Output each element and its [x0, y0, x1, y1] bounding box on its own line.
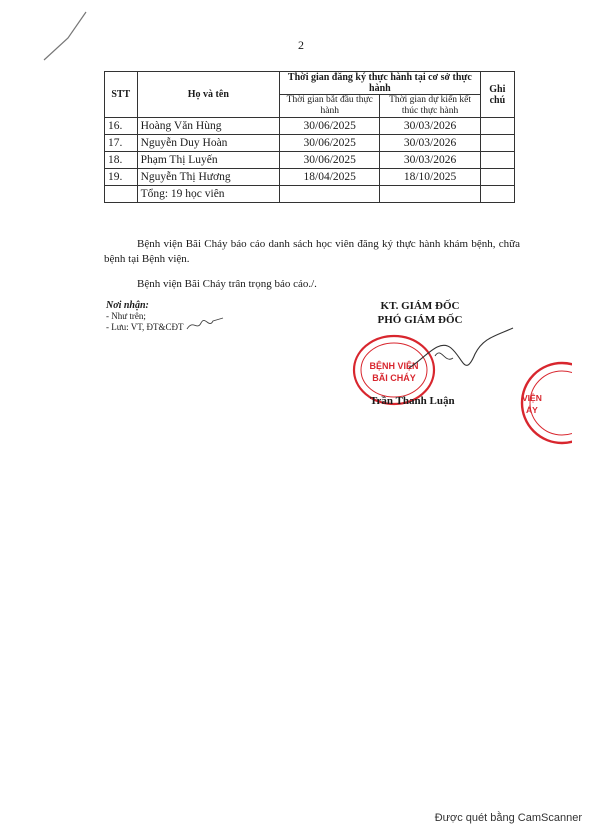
recipients-block [106, 300, 184, 333]
initials-signature-icon [185, 315, 225, 333]
signer-name: Trần Thanh Luận [370, 395, 455, 407]
row-name: Phạm Thị Luyến [137, 152, 280, 169]
signer-title-2: PHÓ GIÁM ĐỐC [377, 314, 463, 326]
row-stt: 16. [105, 118, 138, 135]
table-row [105, 152, 515, 169]
row-stt: 18. [105, 152, 138, 169]
table-total-row [105, 186, 515, 203]
seal-line-1: BỆNH VIỆN [369, 361, 419, 371]
header-end: Thời gian dự kiến kết thúc thực hành [380, 95, 480, 118]
seal2-line-2: ÁY [526, 405, 538, 415]
row-note [480, 169, 514, 186]
report-paragraph: Bệnh viện Bãi Cháy báo cáo danh sách học viên đăng ký thực hành khám bệnh, chữa bệnh tại Bệnh viện. [104, 238, 520, 265]
scanner-watermark: Được quét bằng CamScanner [434, 812, 582, 824]
row-end: 30/03/2026 [380, 152, 480, 169]
closing-paragraph: Bệnh viện Bãi Cháy trân trọng báo cáo./. [137, 278, 317, 290]
row-end: 18/10/2025 [380, 169, 480, 186]
row-note [480, 118, 514, 135]
row-end: 30/03/2026 [380, 118, 480, 135]
row-note [480, 152, 514, 169]
table-header-row [105, 72, 515, 95]
row-start: 30/06/2025 [280, 135, 380, 152]
row-name: Nguyễn Duy Hoàn [137, 135, 280, 152]
table-row [105, 118, 515, 135]
recipients-label: Nơi nhận: [106, 300, 149, 311]
row-stt: 19. [105, 169, 138, 186]
signer-title-1: KT. GIÁM ĐỐC [380, 300, 460, 312]
header-stt: STT [105, 72, 138, 118]
row-start: 18/04/2025 [280, 169, 380, 186]
director-signature-icon [405, 318, 515, 388]
row-start: 30/06/2025 [280, 118, 380, 135]
hospital-seal-partial [514, 358, 572, 448]
recipient-line: - Như trên; [106, 311, 146, 321]
recipient-line: - Lưu: VT, ĐT&CĐT [106, 322, 184, 332]
header-period: Thời gian đăng ký thực hành tại cơ sở thực hành [280, 72, 481, 95]
trainee-table [104, 71, 515, 203]
header-name: Họ và tên [137, 72, 280, 118]
row-stt: 17. [105, 135, 138, 152]
row-end: 30/03/2026 [380, 135, 480, 152]
seal-line-2: BÃI CHÁY [372, 373, 416, 383]
page-number: 2 [298, 38, 304, 52]
header-note: Ghi chú [480, 72, 514, 118]
table-row [105, 169, 515, 186]
total-label: Tổng: 19 học viên [137, 186, 280, 203]
header-start: Thời gian bắt đầu thực hành [280, 95, 380, 118]
row-start: 30/06/2025 [280, 152, 380, 169]
row-name: Hoàng Văn Hùng [137, 118, 280, 135]
row-name: Nguyễn Thị Hương [137, 169, 280, 186]
seal2-line-1: VIỆN [522, 393, 542, 403]
row-note [480, 135, 514, 152]
table-row [105, 135, 515, 152]
